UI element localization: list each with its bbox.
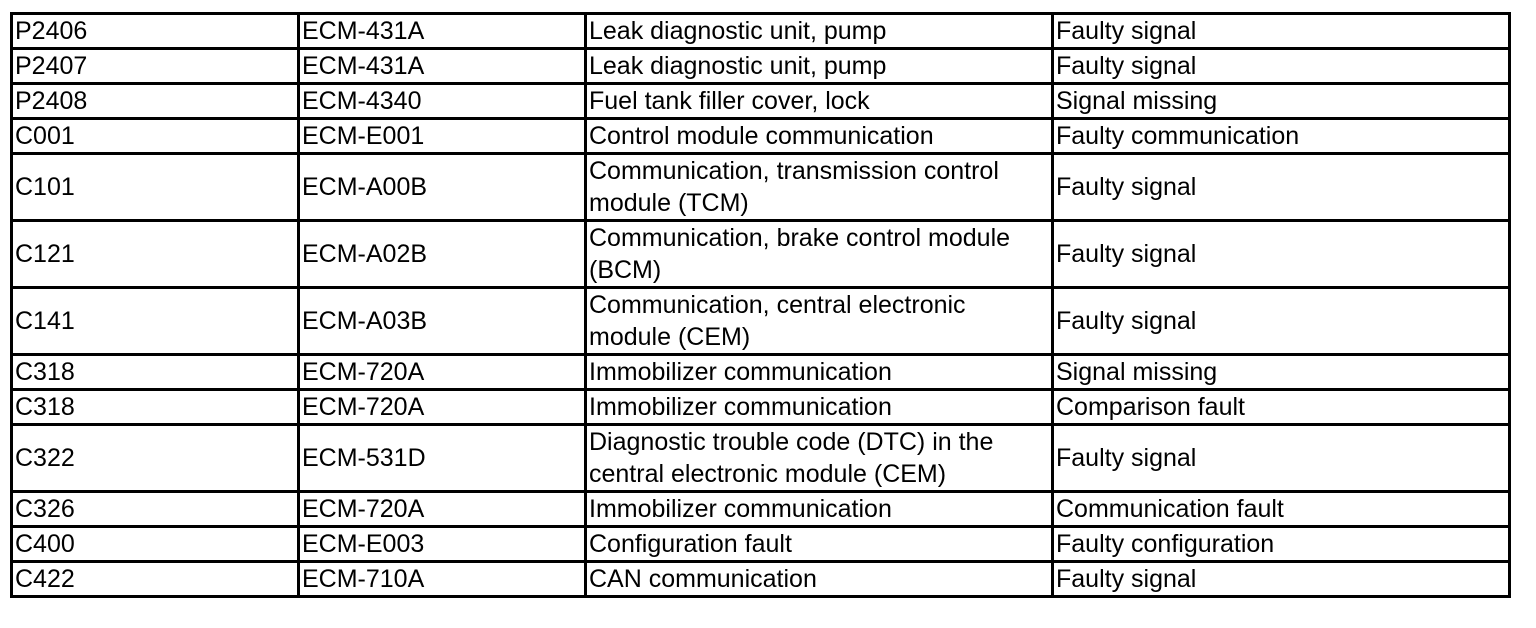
component-cell: Diagnostic trouble code (DTC) in the central electronic module (CEM) (586, 425, 1053, 492)
dtc-code-cell: C400 (12, 527, 299, 562)
dtc-table (10, 12, 1511, 598)
dtc-table-body (12, 14, 1510, 597)
dtc-code-cell: C326 (12, 492, 299, 527)
ecm-code-cell: ECM-4340 (299, 84, 586, 119)
ecm-code-cell: ECM-720A (299, 355, 586, 390)
component-cell: Control module communication (586, 119, 1053, 154)
fault-type-cell: Faulty communication (1053, 119, 1510, 154)
table-row (12, 288, 1510, 355)
component-cell: Immobilizer communication (586, 355, 1053, 390)
table-row (12, 84, 1510, 119)
component-cell: Configuration fault (586, 527, 1053, 562)
fault-type-cell: Faulty configuration (1053, 527, 1510, 562)
dtc-code-cell: C101 (12, 154, 299, 221)
dtc-code-cell: C322 (12, 425, 299, 492)
fault-type-cell: Comparison fault (1053, 390, 1510, 425)
fault-type-cell: Faulty signal (1053, 49, 1510, 84)
ecm-code-cell: ECM-A00B (299, 154, 586, 221)
dtc-code-cell: C422 (12, 562, 299, 597)
table-row (12, 355, 1510, 390)
ecm-code-cell: ECM-531D (299, 425, 586, 492)
fault-type-cell: Signal missing (1053, 84, 1510, 119)
ecm-code-cell: ECM-431A (299, 49, 586, 84)
table-row (12, 154, 1510, 221)
table-row (12, 14, 1510, 49)
ecm-code-cell: ECM-710A (299, 562, 586, 597)
dtc-code-cell: C318 (12, 355, 299, 390)
component-cell: Communication, central electronic module (CEM) (586, 288, 1053, 355)
dtc-code-cell: C318 (12, 390, 299, 425)
ecm-code-cell: ECM-431A (299, 14, 586, 49)
table-row (12, 562, 1510, 597)
fault-type-cell: Faulty signal (1053, 288, 1510, 355)
ecm-code-cell: ECM-E001 (299, 119, 586, 154)
dtc-code-cell: C121 (12, 221, 299, 288)
table-row (12, 49, 1510, 84)
table-row (12, 492, 1510, 527)
component-cell: Communication, transmission control module (TCM) (586, 154, 1053, 221)
component-cell: Leak diagnostic unit, pump (586, 49, 1053, 84)
dtc-code-cell: P2408 (12, 84, 299, 119)
component-cell: Leak diagnostic unit, pump (586, 14, 1053, 49)
fault-type-cell: Faulty signal (1053, 425, 1510, 492)
dtc-code-cell: P2407 (12, 49, 299, 84)
fault-type-cell: Communication fault (1053, 492, 1510, 527)
table-row (12, 390, 1510, 425)
ecm-code-cell: ECM-720A (299, 390, 586, 425)
fault-type-cell: Faulty signal (1053, 14, 1510, 49)
component-cell: Immobilizer communication (586, 492, 1053, 527)
dtc-code-cell: P2406 (12, 14, 299, 49)
fault-type-cell: Faulty signal (1053, 154, 1510, 221)
fault-type-cell: Faulty signal (1053, 221, 1510, 288)
component-cell: Communication, brake control module (BCM) (586, 221, 1053, 288)
component-cell: Immobilizer communication (586, 390, 1053, 425)
dtc-code-cell: C141 (12, 288, 299, 355)
ecm-code-cell: ECM-720A (299, 492, 586, 527)
ecm-code-cell: ECM-E003 (299, 527, 586, 562)
fault-type-cell: Faulty signal (1053, 562, 1510, 597)
ecm-code-cell: ECM-A02B (299, 221, 586, 288)
table-row (12, 425, 1510, 492)
fault-type-cell: Signal missing (1053, 355, 1510, 390)
ecm-code-cell: ECM-A03B (299, 288, 586, 355)
component-cell: Fuel tank filler cover, lock (586, 84, 1053, 119)
dtc-code-cell: C001 (12, 119, 299, 154)
component-cell: CAN communication (586, 562, 1053, 597)
table-row (12, 527, 1510, 562)
table-row (12, 221, 1510, 288)
table-row (12, 119, 1510, 154)
